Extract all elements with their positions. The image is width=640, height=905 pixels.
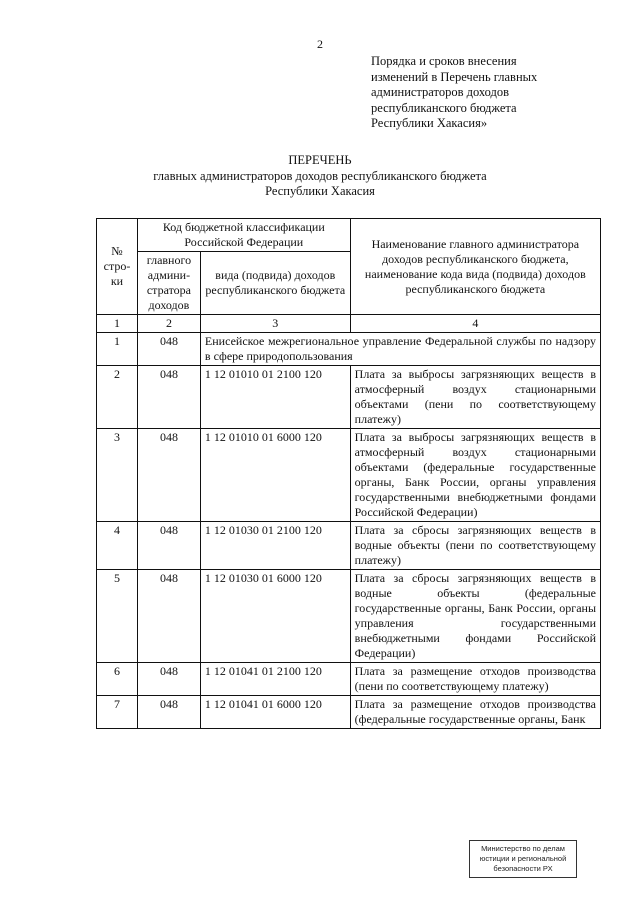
row-number: 1 xyxy=(97,333,138,366)
ministry-stamp xyxy=(469,840,577,878)
header-admin-code: главного админи-стратора доходов xyxy=(137,252,200,315)
table-row xyxy=(97,570,601,663)
admin-code: 048 xyxy=(137,333,200,366)
header-note-line: изменений в Перечень главных xyxy=(371,69,538,84)
table-index-row xyxy=(97,315,601,333)
header-name: Наименование главного администратора доходов республиканского бюджета, наименование кода вида (подвида) доходов республиканского бюджета xyxy=(350,219,600,315)
income-name: Плата за сбросы загрязняющих веществ в водные объекты (федеральные государственные органы, Банк России, органы управления государственными внебюджетными фондами Российской Федерации) xyxy=(350,570,600,663)
income-name: Плата за выбросы загрязняющих веществ в атмосферный воздух стационарными объектами (пени по соответствующему платежу) xyxy=(350,366,600,429)
header-note-line: Республики Хакасия» xyxy=(371,116,488,130)
income-code: 1 12 01010 01 2100 120 xyxy=(200,366,350,429)
administrator-name: Енисейское межрегиональное управление Федеральной службы по надзору в сфере природопользования xyxy=(200,333,600,366)
admin-code: 048 xyxy=(137,366,200,429)
title-heading: ПЕРЕЧЕНЬ xyxy=(288,153,352,167)
header-income-type: вида (подвида) доходов республиканского бюджета xyxy=(200,252,350,315)
header-note-line: администраторов доходов xyxy=(371,85,510,99)
header-row-number: № стро-ки xyxy=(97,219,138,315)
admin-code: 048 xyxy=(137,570,200,663)
title-line: главных администраторов доходов республиканского бюджета xyxy=(153,168,487,183)
income-code: 1 12 01010 01 6000 120 xyxy=(200,429,350,522)
table-row xyxy=(97,663,601,696)
index-cell: 4 xyxy=(350,315,600,333)
admin-code: 048 xyxy=(137,663,200,696)
income-name: Плата за сбросы загрязняющих веществ в водные объекты (пени по соответствующему платежу) xyxy=(350,522,600,570)
index-cell: 2 xyxy=(137,315,200,333)
header-note-line: республиканского бюджета xyxy=(371,100,517,115)
income-code: 1 12 01030 01 2100 120 xyxy=(200,522,350,570)
row-number: 6 xyxy=(97,663,138,696)
administrators-table xyxy=(96,218,601,729)
table-row xyxy=(97,522,601,570)
admin-code: 048 xyxy=(137,522,200,570)
title-line: Республики Хакасия xyxy=(265,184,375,198)
admin-code: 048 xyxy=(137,429,200,522)
table-row xyxy=(97,429,601,522)
header-code-group: Код бюджетной классификации Российской Федерации xyxy=(137,219,350,252)
page-number: 2 xyxy=(317,37,323,51)
row-number: 2 xyxy=(97,366,138,429)
income-code: 1 12 01041 01 6000 120 xyxy=(200,696,350,729)
income-name: Плата за размещение отходов производства (пени по соответствующему платежу) xyxy=(350,663,600,696)
table-row xyxy=(97,696,601,729)
stamp-line: безопасности РХ xyxy=(493,864,553,873)
income-code: 1 12 01041 01 2100 120 xyxy=(200,663,350,696)
table-header-row xyxy=(97,219,601,252)
index-cell: 3 xyxy=(200,315,350,333)
income-code: 1 12 01030 01 6000 120 xyxy=(200,570,350,663)
row-number: 3 xyxy=(97,429,138,522)
row-number: 4 xyxy=(97,522,138,570)
row-number: 7 xyxy=(97,696,138,729)
stamp-line: юстиции и региональной xyxy=(479,854,567,863)
header-note-line: Порядка и сроков внесения xyxy=(371,54,517,68)
document-title xyxy=(0,153,640,200)
table-row xyxy=(97,333,601,366)
income-name: Плата за размещение отходов производства (федеральные государственные органы, Банк xyxy=(350,696,600,729)
stamp-line: Министерство по делам xyxy=(481,844,565,853)
index-cell: 1 xyxy=(97,315,138,333)
row-number: 5 xyxy=(97,570,138,663)
header-note xyxy=(371,54,611,132)
admin-code: 048 xyxy=(137,696,200,729)
income-name: Плата за выбросы загрязняющих веществ в атмосферный воздух стационарными объектами (федеральные государственные органы, Банк России, органы управления государственными внебюджетными фондами Российской Федерации) xyxy=(350,429,600,522)
table-row xyxy=(97,366,601,429)
